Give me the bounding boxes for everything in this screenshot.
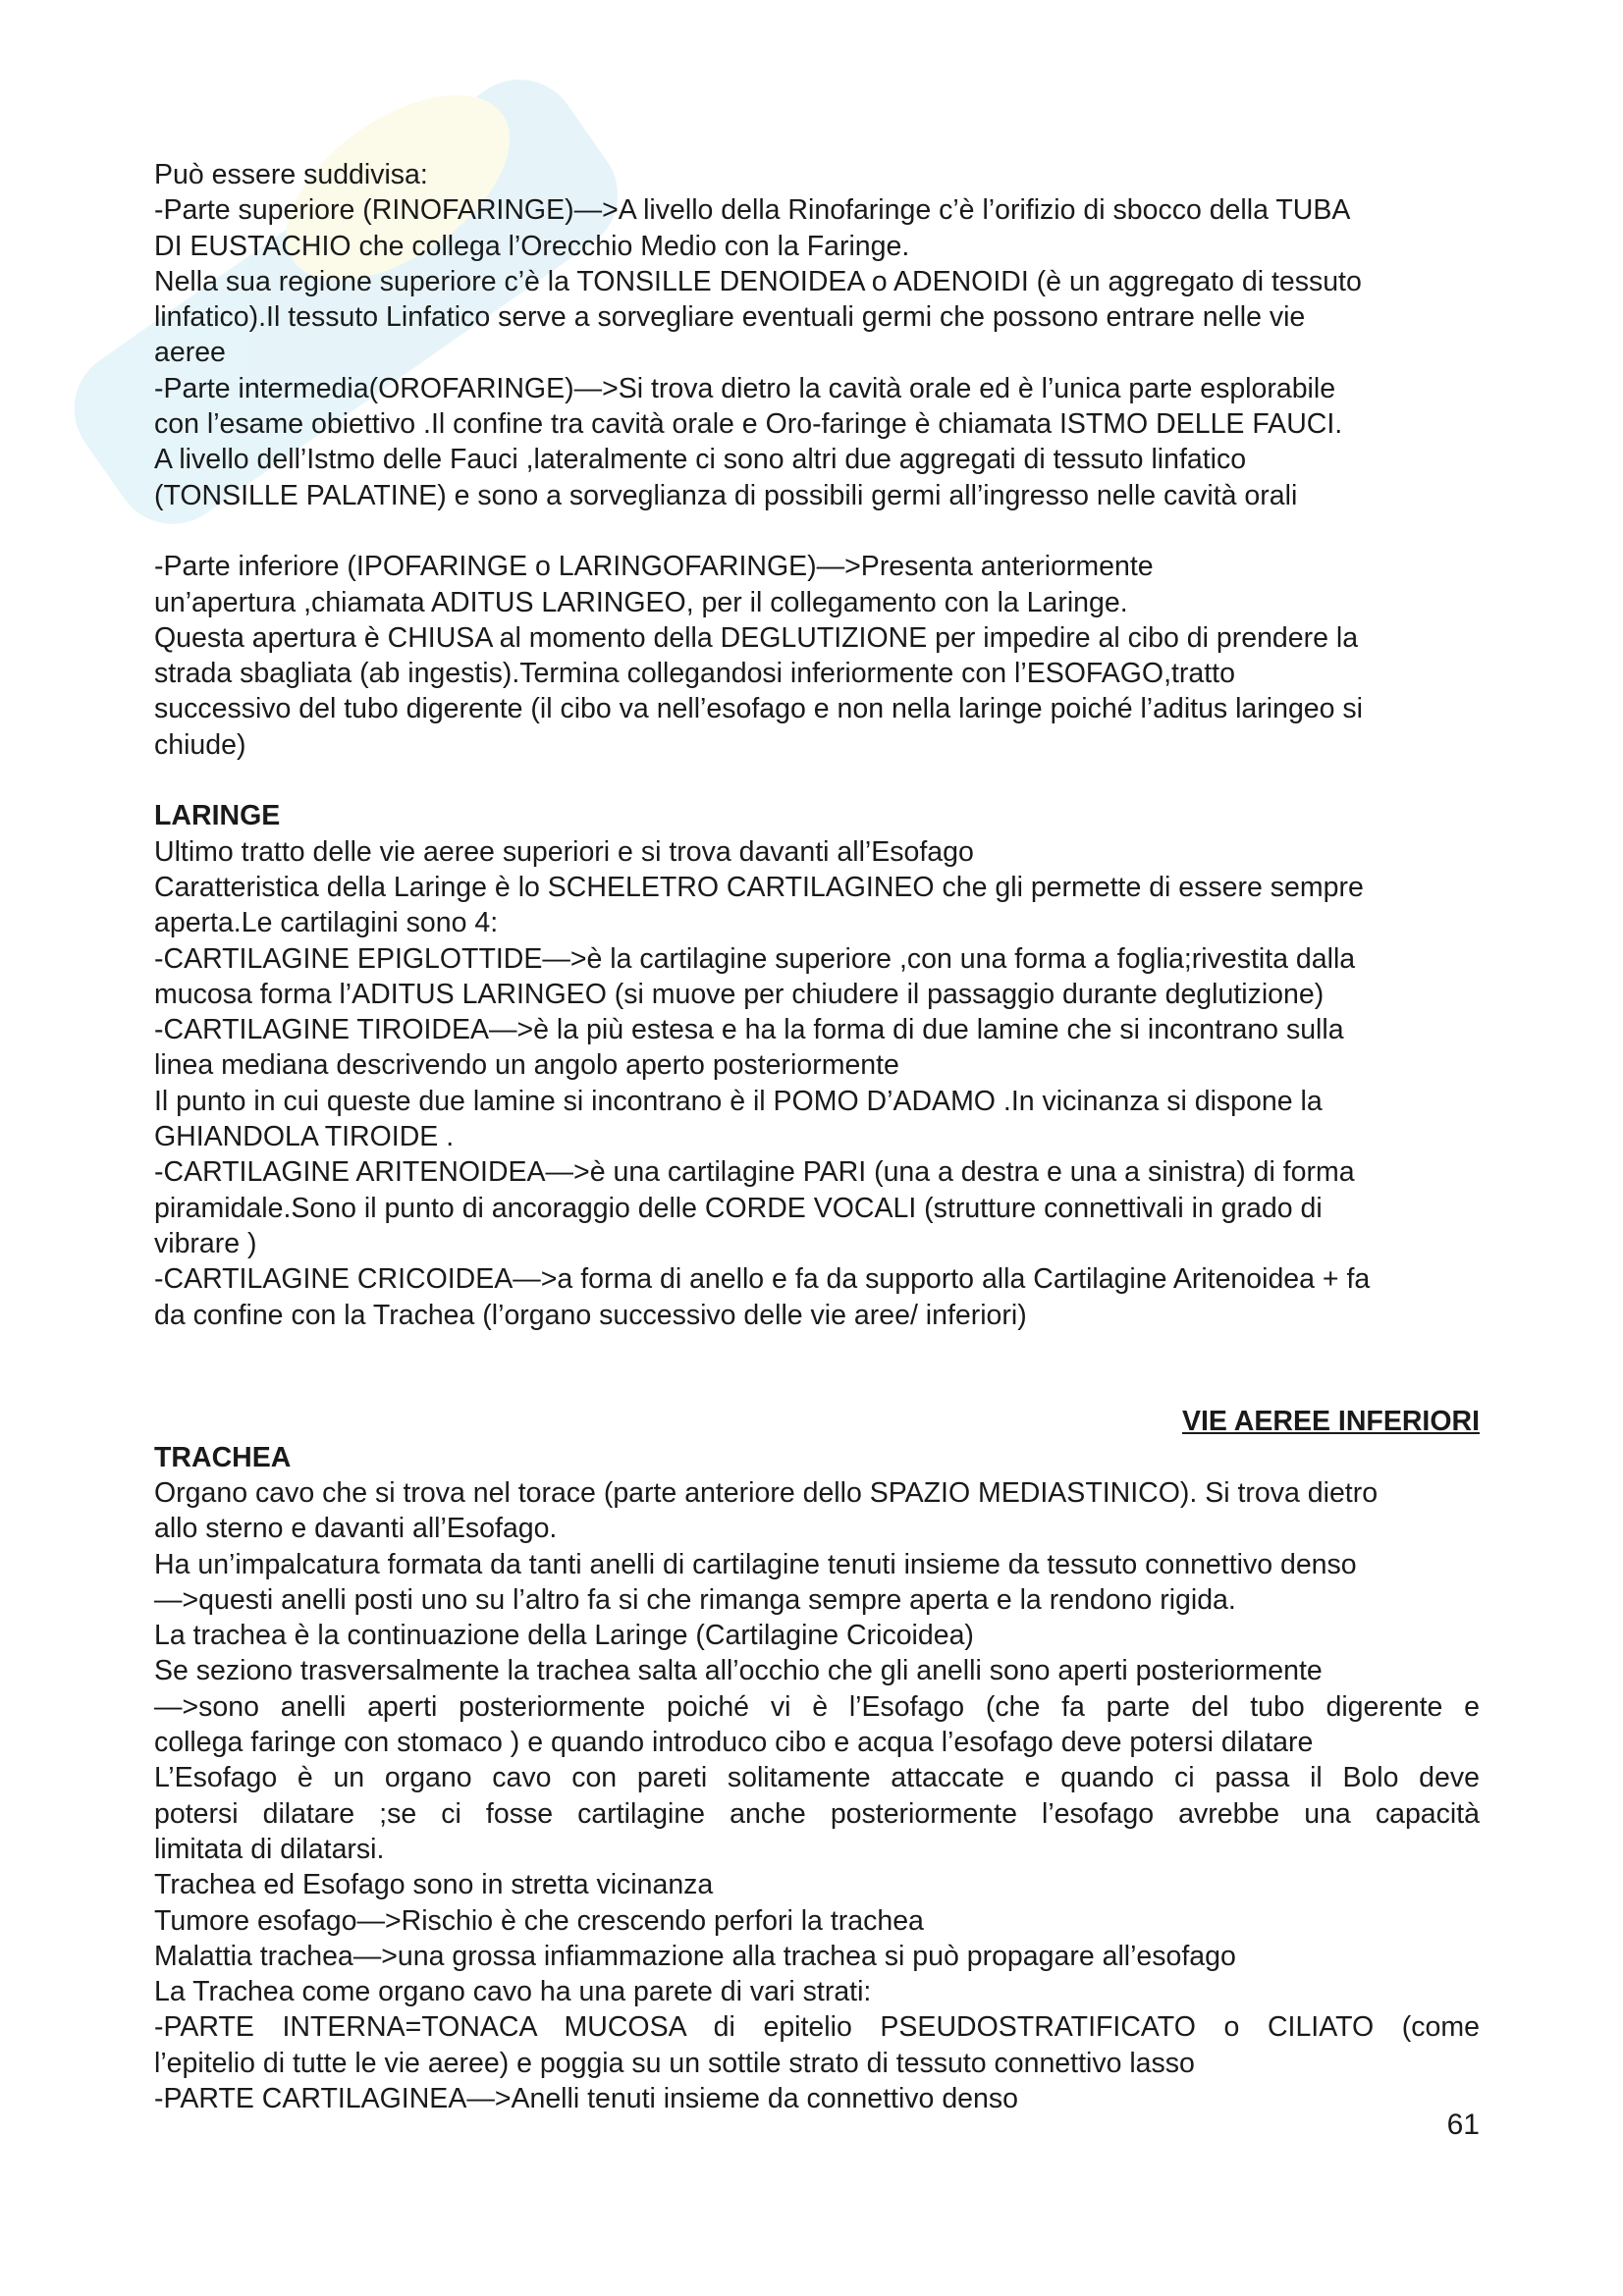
text-line: linea mediana descrivendo un angolo aperto posteriormente (154, 1049, 899, 1082)
text-line: —>sono anelli aperti posteriormente poiché vi è l’Esofago (che fa parte del tubo digerente e (154, 1690, 1480, 1723)
text-line: -CARTILAGINE CRICOIDEA—>a forma di anello e fa da supporto alla Cartilagine Aritenoidea + fa (154, 1263, 1371, 1296)
text-line: da confine con la Trachea (l’organo successivo delle vie aree/ inferiori) (154, 1299, 1027, 1331)
text-line: A livello dell’Istmo delle Fauci ,lateralmente ci sono altri due aggregati di tessuto linfatico (154, 444, 1247, 476)
text-line: -CARTILAGINE TIROIDEA—>è la più estesa e ha la forma di due lamine che si incontrano sulla (154, 1014, 1344, 1046)
trachea-heading: TRACHEA (154, 1441, 292, 1473)
text-line: Caratteristica della Laringe è lo SCHELETRO CARTILAGINEO che gli permette di essere sempre (154, 871, 1364, 903)
text-line: Ha un’impalcatura formata da tanti anelli di cartilagine tenuti insieme da tessuto connettivo denso (154, 1548, 1357, 1580)
text-line: -CARTILAGINE EPIGLOTTIDE—>è la cartilagine superiore ,con una forma a foglia;rivestita dalla (154, 942, 1356, 975)
text-line: linfatico).Il tessuto Linfatico serve a sorvegliare eventuali germi che possono entrare nelle vie (154, 301, 1306, 334)
text-line: Organo cavo che si trova nel torace (parte anteriore dello SPAZIO MEDIASTINICO). Si trova dietro (154, 1476, 1379, 1509)
text-line: vibrare ) (154, 1227, 257, 1259)
text-line: —>questi anelli posti uno su l’altro fa si che rimanga sempre aperta e la rendono rigida. (154, 1583, 1236, 1616)
text-line: aperta.Le cartilagini sono 4: (154, 907, 499, 939)
text-line: potersi dilatare ;se ci fosse cartilagine anche posteriormente l’esofago avrebbe una capacità (154, 1797, 1480, 1830)
text-line: piramidale.Sono il punto di ancoraggio delle CORDE VOCALI (strutture connettivali in grado di (154, 1192, 1323, 1224)
text-line: collega faringe con stomaco ) e quando introduco cibo e acqua l’esofago deve potersi dilatare (154, 1727, 1314, 1759)
text-line: La trachea è la continuazione della Laringe (Cartilagine Cricoidea) (154, 1620, 974, 1652)
text-line: GHIANDOLA TIROIDE . (154, 1121, 455, 1153)
text-line: DI EUSTACHIO che collega l’Orecchio Medio con la Faringe. (154, 230, 910, 262)
text-line: La Trachea come organo cavo ha una parete di vari strati: (154, 1976, 872, 2008)
text-line: Se seziono trasversalmente la trachea salta all’occhio che gli anelli sono aperti posteriormente (154, 1655, 1323, 1687)
page-number: 61 (1446, 2109, 1480, 2141)
text-line: -Parte inferiore (IPOFARINGE o LARINGOFARINGE)—>Presenta anteriormente (154, 551, 1154, 583)
text-line: con l’esame obiettivo .Il confine tra cavità orale e Oro-faringe è chiamata ISTMO DELLE FAUCI. (154, 408, 1343, 441)
spacer (154, 513, 1480, 549)
text-line: Il punto in cui queste due lamine si incontrano è il POMO D’ADAMO .In vicinanza si dispone la (154, 1085, 1323, 1117)
text-line: -PARTE INTERNA=TONACA MUCOSA di epitelio PSEUDOSTRATIFICATO o CILIATO (come (154, 2011, 1480, 2044)
laringe-heading: LARINGE (154, 800, 281, 832)
text-line: -PARTE CARTILAGINEA—>Anelli tenuti insieme da connettivo denso (154, 2083, 1018, 2115)
spacer (154, 763, 1480, 798)
text-line: mucosa forma l’ADITUS LARINGEO (si muove per chiudere il passaggio durante deglutizione) (154, 978, 1325, 1010)
spacer (154, 1368, 1480, 1404)
section-faringe-parts (154, 157, 1480, 513)
page-body (154, 157, 1480, 2116)
text-line: l’epitelio di tutte le vie aeree) e poggia su un sottile strato di tessuto connettivo lasso (154, 2047, 1195, 2079)
section-ipofaringe (154, 549, 1480, 763)
text-line: allo sterno e davanti all’Esofago. (154, 1513, 558, 1545)
section-laringe (154, 798, 1480, 1332)
text-line: Malattia trachea—>una grossa infiammazione alla trachea si può propagare all’esofago (154, 1940, 1236, 1972)
text-line: successivo del tubo digerente (il cibo va nell’esofago e non nella laringe poiché l’aditus laringeo si (154, 693, 1364, 725)
text-line: -Parte intermedia(OROFARINGE)—>Si trova dietro la cavità orale ed è l’unica parte esplorabile (154, 372, 1336, 404)
vie-aeree-inferiori-heading: VIE AEREE INFERIORI (1182, 1406, 1480, 1438)
section-trachea (154, 1404, 1480, 2116)
text-line: -CARTILAGINE ARITENOIDEA—>è una cartilagine PARI (una a destra e una a sinistra) di forma (154, 1156, 1355, 1189)
text-line: L’Esofago è un organo cavo con pareti solitamente attaccate e quando ci passa il Bolo deve (154, 1762, 1480, 1794)
text-line: Ultimo tratto delle vie aeree superiori e si trova davanti all’Esofago (154, 835, 974, 868)
text-line: Trachea ed Esofago sono in stretta vicinanza (154, 1869, 714, 1901)
text-line: Può essere suddivisa: (154, 159, 428, 190)
text-line: limitata di dilatarsi. (154, 1833, 385, 1865)
text-line: Questa apertura è CHIUSA al momento della DEGLUTIZIONE per impedire al cibo di prendere la (154, 621, 1359, 654)
text-line: Nella sua regione superiore c’è la TONSILLE DENOIDEA o ADENOIDI (è un aggregato di tessuto (154, 265, 1362, 297)
text-line: aeree (154, 337, 226, 369)
text-line: strada sbagliata (ab ingestis).Termina collegandosi inferiormente con l’ESOFAGO,tratto (154, 658, 1235, 690)
text-line: chiude) (154, 728, 246, 761)
text-line: -Parte superiore (RINOFARINGE)—>A livello della Rinofaringe c’è l’orifizio di sbocco della TUBA (154, 194, 1351, 227)
spacer (154, 1333, 1480, 1368)
text-line: (TONSILLE PALATINE) e sono a sorveglianza di possibili germi all’ingresso nelle cavità orali (154, 479, 1298, 511)
text-line: Tumore esofago—>Rischio è che crescendo perfori la trachea (154, 1904, 924, 1937)
text-line: un’apertura ,chiamata ADITUS LARINGEO, per il collegamento con la Laringe. (154, 586, 1128, 618)
